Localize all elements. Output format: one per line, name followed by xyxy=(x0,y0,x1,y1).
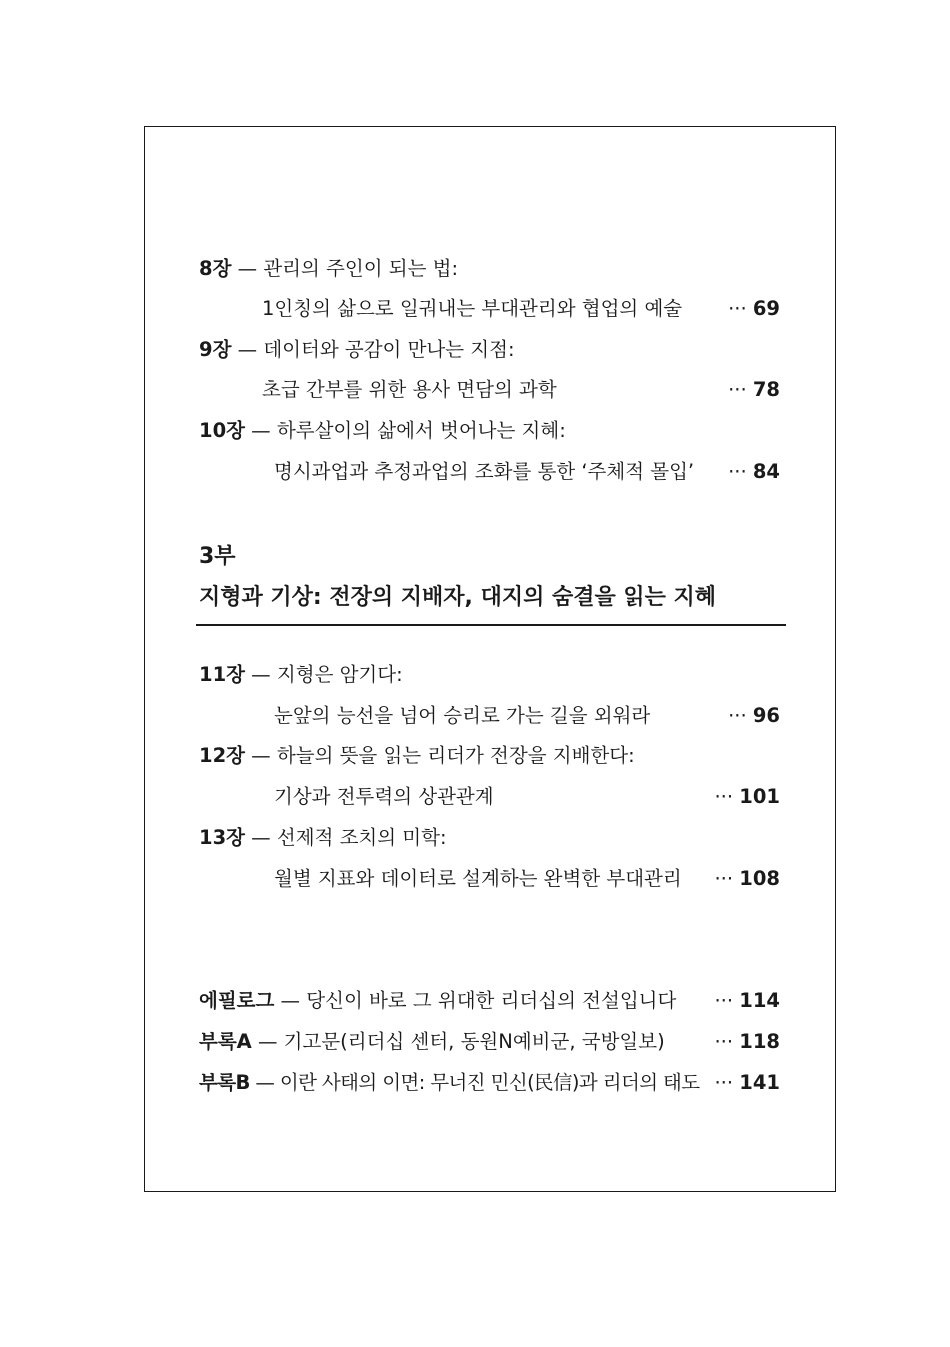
page-number: 96 xyxy=(752,704,780,727)
leader-dots: ··· xyxy=(728,460,753,483)
em-dash: — xyxy=(231,338,264,361)
chapter-label: 11장 xyxy=(199,663,245,686)
chapter-label: 12장 xyxy=(199,744,245,767)
chapter-subtitle: 월별 지표와 데이터로 설계하는 완벽한 부대관리 xyxy=(274,867,682,890)
page-ref-ch10[interactable] xyxy=(728,459,780,485)
chapter-label: 10장 xyxy=(199,419,245,442)
leader-dots: ··· xyxy=(714,989,740,1012)
leader-dots: ··· xyxy=(728,378,753,401)
page-number: 78 xyxy=(752,378,780,401)
leader-dots: ··· xyxy=(714,867,740,890)
chapter-subtitle: 초급 간부를 위한 용사 면담의 과학 xyxy=(262,378,557,401)
toc-subtitle-ch9 xyxy=(262,377,784,403)
leader-dots: ··· xyxy=(728,704,753,727)
chapter-subtitle: 1인칭의 삶으로 일궈내는 부대관리와 협업의 예술 xyxy=(262,297,683,320)
toc-entry-ch8[interactable] xyxy=(199,256,784,282)
leader-dots: ··· xyxy=(714,1071,740,1094)
page-ref-ch8[interactable] xyxy=(728,296,780,322)
chapter-title: 선제적 조치의 미학: xyxy=(276,826,447,849)
page-ref-ch12[interactable] xyxy=(714,784,780,810)
appendix-title: 이란 사태의 이면: 무너진 민신(民信)과 리더의 태도 xyxy=(279,1071,700,1094)
chapter-subtitle: 명시과업과 추정과업의 조화를 통한 ‘주체적 몰입’ xyxy=(274,460,695,483)
part-number: 3부 xyxy=(199,544,236,569)
page-number: 108 xyxy=(739,867,780,890)
page-ref-ch9[interactable] xyxy=(728,377,780,403)
toc-subtitle-ch13 xyxy=(274,866,784,892)
epilogue-title: 당신이 바로 그 위대한 리더십의 전설입니다 xyxy=(306,989,677,1012)
page-number: 69 xyxy=(752,297,780,320)
leader-dots: ··· xyxy=(714,1030,740,1053)
toc-subtitle-ch8 xyxy=(262,296,784,322)
page-number: 84 xyxy=(752,460,780,483)
page-ref-ch13[interactable] xyxy=(714,866,780,892)
toc-subtitle-ch12 xyxy=(274,784,784,810)
em-dash: — xyxy=(244,663,277,686)
chapter-title: 관리의 주인이 되는 법: xyxy=(263,257,459,280)
appendix-label: 부록A xyxy=(199,1030,252,1053)
toc-entry-appendix-b[interactable] xyxy=(199,1070,710,1096)
toc-entry-epilogue[interactable] xyxy=(199,988,710,1014)
em-dash: — xyxy=(231,257,264,280)
chapter-label: 8장 xyxy=(199,257,232,280)
chapter-subtitle: 눈앞의 능선을 넘어 승리로 가는 길을 외워라 xyxy=(274,704,651,727)
em-dash: — xyxy=(244,419,277,442)
part-title: 지형과 기상: 전장의 지배자, 대지의 숨결을 읽는 지혜 xyxy=(199,585,717,610)
em-dash: — xyxy=(249,1071,280,1094)
page-number: 101 xyxy=(739,785,780,808)
leader-dots: ··· xyxy=(714,785,740,808)
appendix-title: 기고문(리더십 센터, 동원N예비군, 국방일보) xyxy=(283,1030,665,1053)
em-dash: — xyxy=(244,744,277,767)
page-ref-appendix-a[interactable] xyxy=(714,1029,780,1055)
appendix-label: 부록B xyxy=(199,1071,250,1094)
toc-subtitle-ch11 xyxy=(274,703,784,729)
page-number: 141 xyxy=(739,1071,780,1094)
page-ref-appendix-b[interactable] xyxy=(714,1070,780,1096)
page-ref-ch11[interactable] xyxy=(728,703,780,729)
chapter-title: 지형은 암기다: xyxy=(276,663,403,686)
page-number: 114 xyxy=(739,989,780,1012)
toc-entry-appendix-a[interactable] xyxy=(199,1029,710,1055)
toc-entry-ch13[interactable] xyxy=(199,825,784,851)
chapter-label: 13장 xyxy=(199,826,245,849)
toc-entry-ch12[interactable] xyxy=(199,743,784,769)
toc-entry-ch9[interactable] xyxy=(199,337,784,363)
chapter-label: 9장 xyxy=(199,338,232,361)
section-divider xyxy=(196,624,786,626)
leader-dots: ··· xyxy=(728,297,753,320)
chapter-subtitle: 기상과 전투력의 상관관계 xyxy=(274,785,494,808)
chapter-title: 데이터와 공감이 만나는 지점: xyxy=(263,338,515,361)
em-dash: — xyxy=(274,989,307,1012)
toc-subtitle-ch10 xyxy=(274,459,784,485)
em-dash: — xyxy=(244,826,277,849)
page-ref-epilogue[interactable] xyxy=(714,988,780,1014)
page-number: 118 xyxy=(739,1030,780,1053)
toc-entry-ch11[interactable] xyxy=(199,662,784,688)
epilogue-label: 에필로그 xyxy=(199,989,275,1012)
em-dash: — xyxy=(251,1030,284,1053)
chapter-title: 하늘의 뜻을 읽는 리더가 전장을 지배한다: xyxy=(276,744,635,767)
toc-entry-ch10[interactable] xyxy=(199,418,784,444)
chapter-title: 하루살이의 삶에서 벗어나는 지혜: xyxy=(276,419,566,442)
